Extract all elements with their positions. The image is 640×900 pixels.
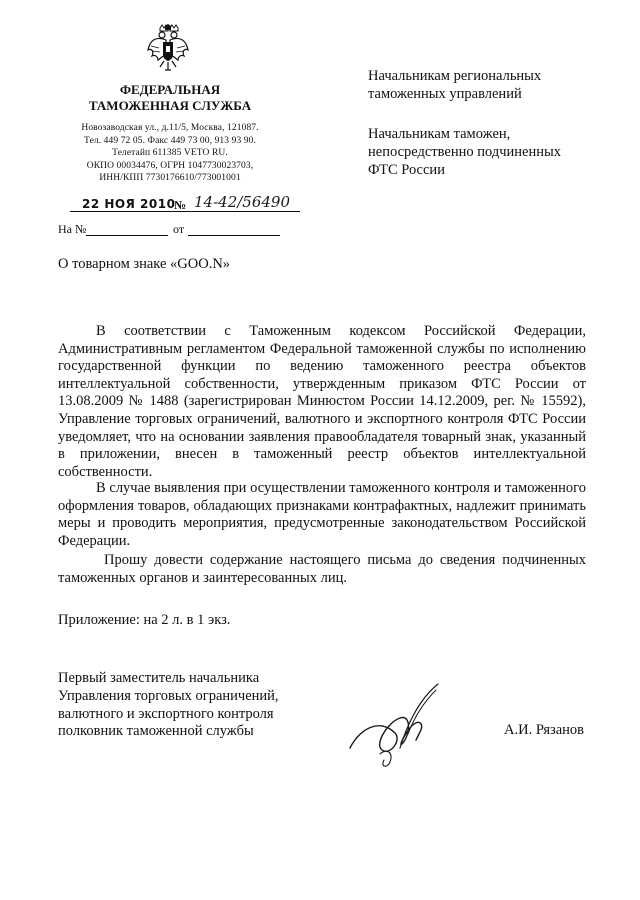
signer-title-line: Управления торговых ограничений, <box>58 687 279 704</box>
letter-number: 14-42/56490 <box>190 193 300 212</box>
recipient-regional <box>368 67 598 103</box>
reference-number-blank <box>86 235 168 236</box>
paragraph-text: В случае выявления при осуществлении таможенного контроля и таможенного оформления товаров, обладающих признаками контрафактных, надлежит принимать меры и проводить мероприятия, предусмотренные законодательством Российской Федерации. <box>58 480 586 549</box>
reference-number-label: На № <box>58 222 87 236</box>
number-label: № <box>174 198 187 212</box>
address-line: Телетайп 611385 VETO RU. <box>112 148 228 159</box>
address-line: ОКПО 00034476, ОГРН 1047730023703, <box>86 160 254 171</box>
russian-coat-of-arms-icon <box>146 24 190 74</box>
reference-date-label: от <box>173 222 185 236</box>
org-name-line: ТАМОЖЕННАЯ СЛУЖБА <box>88 98 252 113</box>
signer-title-line: полковник таможенной службы <box>58 723 254 740</box>
handwritten-signature <box>340 678 450 778</box>
body-paragraph <box>58 323 586 481</box>
reference-date-blank <box>188 235 280 236</box>
signer-name: А.И. Рязанов <box>504 722 585 738</box>
signer-title-line: Первый заместитель начальника <box>58 670 260 686</box>
address-line: Новозаводская ул., д.11/5, Москва, 121087. <box>81 123 259 133</box>
body-paragraph <box>58 480 586 550</box>
organization-name <box>60 82 280 114</box>
body-paragraph <box>58 552 586 587</box>
recipient-customs <box>368 125 598 179</box>
reference-row <box>58 222 298 240</box>
letter-subject: О товарном знаке «GOO.N» <box>58 256 231 272</box>
recipient-line: непосредственно подчиненных <box>368 144 561 160</box>
paragraph-text: В соответствии с Таможенным кодексом Российской Федерации, Административным регламентом Федеральной таможенной службы по исполнению государственной функции по ведению таможенного реестра объектов интеллектуальной собственности, утвержденным приказом ФТС России от 13.08.2009 № 1488 (зарегистрирован Минюстом России 14.12.2009, рег. № 15592), Управление торговых ограничений, валютного и экспортного контроля ФТС России уведомляет, что на основании заявления правообладателя товарный знак, указанный в приложении, внесен в таможенный реестр объектов интеллектуальной собственности. <box>58 323 586 480</box>
recipient-line: Начальникам таможен, <box>368 126 511 142</box>
signer-title <box>58 670 279 741</box>
paragraph-text: Прошу довести содержание настоящего письма до сведения подчиненных таможенных органов и заинтересованных лиц. <box>58 552 586 586</box>
registration-row <box>58 193 318 219</box>
address-line: ИНН/КПП 7730176610/773001001 <box>99 173 241 184</box>
recipient-line: Начальникам региональных <box>368 68 542 84</box>
org-name-line: ФЕДЕРАЛЬНАЯ <box>119 82 221 97</box>
signer-title-line: валютного и экспортного контроля <box>58 705 274 722</box>
letter-date: 22 НОЯ 2010 <box>70 197 190 212</box>
recipient-line: таможенных управлений <box>368 86 522 102</box>
recipient-line: ФТС России <box>368 162 445 178</box>
address-line: Тел. 449 72 05. Факс 449 73 00, 913 93 90. <box>84 135 256 146</box>
organization-address <box>55 122 285 185</box>
attachment-note: Приложение: на 2 л. в 1 экз. <box>58 612 231 628</box>
